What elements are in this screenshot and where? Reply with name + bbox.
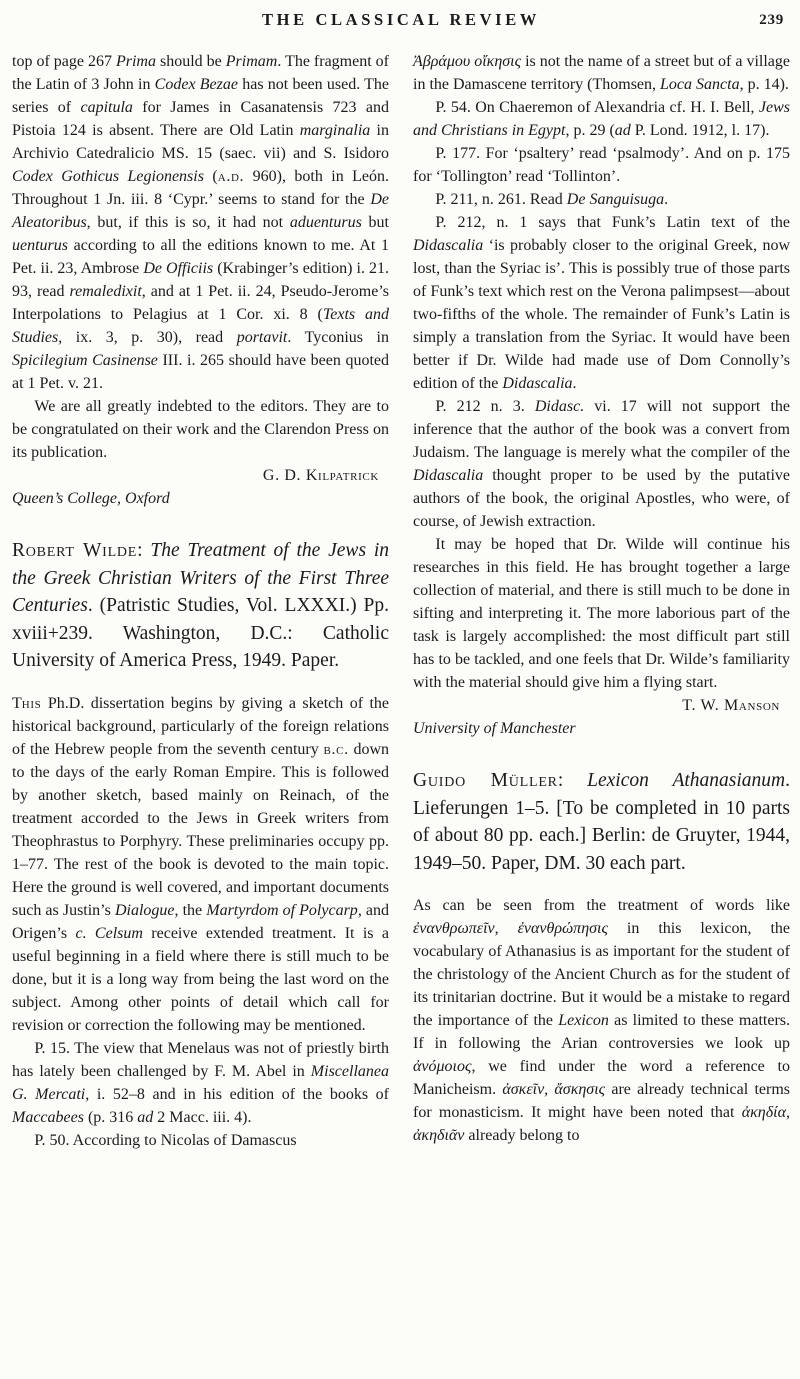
text-run: b.c.: [323, 740, 349, 758]
text-run: ad: [614, 122, 631, 139]
text-run: Dialogue: [114, 901, 175, 919]
text-run: for James in Casanatensis 723 and Pistoia 124 is absent. There are Old Latin: [12, 99, 389, 139]
text-run: T: [12, 694, 22, 712]
text-run: ἀνόμοιος: [413, 1058, 472, 1075]
text-run: marginalia: [299, 122, 371, 139]
reviewer-affiliation: [12, 487, 389, 510]
text-run: (p. 316: [83, 1108, 138, 1126]
text-run: De Aleatoribus: [12, 191, 389, 231]
text-run: down to the days of the early Roman Empire. This is followed by another sketch, based mainly on Reinach, of the treatment accorded to the Jews in Greek writers from Theophrastus to Porphyry. These preliminaries occupy pp. 1–77. The rest of the book is devoted to the main topic. Here the ground is well covered, and important documents such as Justin’s: [12, 740, 389, 919]
text-run: . Lieferungen 1–5. [To be completed in 10 parts of about 80 pp. each.] Berlin: de Gruyter, 1944, 1949–50. Paper, DM. 30 each part.: [413, 770, 790, 874]
text-run: Spicilegium Casinense: [12, 352, 158, 369]
text-run: It may be hoped that Dr. Wilde will continue his researches in this field. He has brought together a large collection of material, and there is still much to be done in sifting and interpreting it. The more laborious part of the task is largely accomplished: the most difficult part still has to be tackled, and one feels that Dr. Wilde’s familiarity with the material should give him a flying start.: [413, 536, 790, 691]
text-run: Ἀβράμου οἴκησις: [413, 53, 522, 70]
text-run: P. 212 n. 3.: [435, 398, 535, 415]
text-run: De Sanguisuga: [566, 191, 665, 208]
text-run: ἀσκεῖν, ἄσκησις: [502, 1081, 606, 1098]
text-run: .: [572, 375, 577, 392]
text-run: but: [361, 214, 389, 231]
reviewer-signature: [12, 464, 389, 487]
text-run: has not been used. The series of: [12, 76, 390, 116]
text-run: capitula: [80, 99, 133, 116]
journal-title: THE CLASSICAL REVIEW: [262, 10, 540, 29]
text-run: Primam: [225, 53, 278, 70]
text-run: , and at 1 Pet. ii. 24, Pseudo-Jerome’s Interpolations to Pelagius at 1 Cor. xi. 8 (: [12, 283, 389, 323]
text-run: 2 Macc. iii. 4).: [153, 1108, 252, 1126]
text-run: As can be seen from the treatment of words like: [413, 897, 790, 914]
paragraph: [413, 894, 790, 1147]
text-run: P. 15. The view that Menelaus was not of priestly birth has lately been challenged by F. M. Abel in: [12, 1039, 389, 1080]
text-run: c. Celsum: [75, 924, 143, 942]
text-run: Didasc.: [534, 398, 585, 415]
text-run: , and Origen’s: [12, 901, 390, 942]
text-run: :: [557, 770, 588, 791]
text-run: The Treatment of the Jews in the Greek Christian Writers of the First Three Centuries: [12, 540, 389, 616]
text-run: P. 211, n. 261. Read: [435, 191, 567, 208]
text-run: , the: [174, 901, 207, 919]
paragraph: [12, 50, 389, 395]
text-run: Codex Gothicus Legionensis: [12, 168, 204, 185]
text-run: , but, if this is so, it had not: [86, 214, 290, 231]
text-run: a.d.: [217, 168, 245, 185]
text-run: is not the name of a street but of a village in the Damascene territory (Thomsen,: [413, 53, 790, 93]
text-run: uenturus: [12, 237, 68, 254]
two-column-body: [12, 50, 790, 1152]
text-run: . Tyconius in: [287, 329, 389, 346]
text-run: :: [137, 540, 151, 561]
text-run: already belong to: [464, 1127, 580, 1144]
text-run: P. 50. According to Nicolas of Damascus: [34, 1131, 297, 1149]
text-run: Prima: [115, 53, 156, 70]
text-run: Didascalia: [502, 375, 573, 392]
text-run: as limited to these matters. If in following the Arian controversies we look up: [413, 1012, 791, 1052]
text-run: ad: [137, 1108, 154, 1126]
paragraph: [413, 533, 790, 694]
text-run: receive extended treatment. It is a useful beginning in a field where there is still much to be done, but it is a long way from being the last word on the subject. Among other points of detail which call for revision or correction the following may be mentioned.: [12, 924, 389, 1034]
paragraph: [413, 211, 790, 395]
text-run: (: [203, 168, 218, 185]
text-run: Didascalia: [413, 467, 484, 484]
text-run: aduenturus: [289, 214, 362, 231]
text-run: Maccabees: [12, 1108, 84, 1126]
text-run: (Krabinger’s edition) i. 21. 93, read: [12, 260, 390, 300]
text-run: P. Lond. 1912, l. 17).: [630, 122, 770, 139]
page-number: 239: [759, 12, 784, 28]
text-run: ἐνανθρωπεῖν, ἐνανθρώπησις: [413, 920, 608, 937]
paragraph: [413, 395, 790, 533]
text-run: Miscellanea G. Mercati: [12, 1062, 389, 1103]
text-run: We are all greatly indebted to the editors. They are to be congratulated on their work and the Clarendon Press on its publication.: [12, 398, 389, 461]
text-run: P. 177. For ‘psaltery’ read ‘psalmody’. And on p. 175 for ‘Tollington’ read ‘Tollinton’.: [413, 145, 790, 185]
paragraph: [12, 395, 389, 464]
text-run: ἀκηδία, ἀκηδιᾶν: [413, 1104, 790, 1144]
text-run: should be: [155, 53, 226, 70]
text-run: his: [21, 694, 42, 712]
reviewer-affiliation: [413, 717, 790, 740]
text-run: are already technical terms for monasticism. It might have been noted that: [413, 1081, 790, 1121]
text-run: , ix. 3, p. 30), read: [58, 329, 237, 346]
left-column: [12, 50, 389, 1152]
text-run: Martyrdom of Polycarp: [206, 901, 358, 919]
text-run: Texts and Studies: [12, 306, 390, 346]
right-column: [413, 50, 790, 1152]
text-run: Loca Sancta: [660, 76, 740, 93]
text-run: T. W. Manson: [682, 697, 780, 714]
text-run: in Archivio Catedralicio MS. 15 (saec. vii) and S. Isidoro: [12, 122, 389, 162]
paragraph: [12, 1037, 389, 1129]
text-run: Ph.D. dissertation begins by giving a sketch of the historical background, particularly of the foreign relations of the Hebrew people from the seventh century: [12, 694, 389, 758]
text-run: 960), both in León. Throughout 1 Jn. iii. 8 ‘Cypr.’ seems to stand for the: [12, 168, 390, 208]
text-run: Lexicon Athanasianum: [587, 770, 786, 791]
text-run: , i. 52–8 and in his edition of the books of: [85, 1085, 390, 1103]
paragraph: [413, 142, 790, 188]
text-run: . The fragment of the Latin of 3 John in: [12, 53, 389, 93]
text-run: . (Patristic Studies, Vol. LXXXI.) Pp. xviii+239. Washington, D.C.: Catholic University of America Press, 1949. Paper.: [12, 595, 389, 671]
text-run: portavit: [236, 329, 288, 346]
text-run: De Officiis: [143, 260, 214, 277]
text-run: III. i. 265 should have been quoted at 1 Pet. v. 21.: [12, 352, 389, 392]
text-run: top of page 267: [12, 53, 116, 70]
text-run: in this lexicon, the vocabulary of Athanasius is as important for the student of the christology of the Ancient Church as for the student of its trinitarian doctrine. But it would be a mistake to regard the importance of the: [413, 920, 791, 1029]
text-run: according to all the editions known to me. At 1 Pet. ii. 23, Ambrose: [12, 237, 389, 277]
review-heading: [413, 767, 790, 877]
paragraph: [12, 1129, 389, 1152]
text-run: Lexicon: [558, 1012, 609, 1029]
text-run: Codex Bezae: [154, 76, 238, 93]
text-run: .: [664, 191, 669, 208]
paragraph: [413, 188, 790, 211]
paragraph: [413, 96, 790, 142]
paragraph: [413, 50, 790, 96]
text-run: Robert Wilde: [12, 540, 138, 561]
text-run: , p. 14).: [739, 76, 789, 93]
text-run: vi. 17 will not support the inference that the author of the book was a convert from Judaism. The language is merely what the compiler of the: [413, 398, 791, 461]
text-run: Jews and Christians in Egypt: [413, 99, 790, 139]
reviewer-signature: [413, 694, 790, 717]
paragraph: [12, 692, 389, 1037]
review-heading: [12, 537, 389, 675]
text-run: P. 54. On Chaeremon of Alexandria cf. H. I. Bell,: [435, 99, 759, 116]
text-run: , we find under the word a reference to Manicheism.: [413, 1058, 790, 1098]
text-run: ‘is probably closer to the original Greek, now lost, than the Syriac is’. This is possibly true of those parts of Funk’s text which rest on the Verona palimpsest—about two-fifths of the whole. The remainder of Funk’s Latin is simply a translation from the Syriac. It would have been better if Dr. Wilde had made use of Dom Connolly’s edition of the: [413, 237, 790, 392]
text-run: , p. 29 (: [565, 122, 615, 139]
text-run: Queen’s College, Oxford: [12, 490, 170, 507]
text-run: remaledixit: [69, 283, 142, 300]
text-run: thought proper to be used by the putative authors of the book, the original Apostles, who were, of course, of Jewish extraction.: [413, 467, 790, 530]
text-run: Didascalia: [413, 237, 484, 254]
page-header: [12, 10, 790, 36]
text-run: P. 212, n. 1 says that Funk’s Latin text of the: [435, 214, 790, 231]
text-run: University of Manchester: [413, 720, 576, 737]
text-run: Guido Müller: [413, 770, 558, 791]
text-run: G. D. Kilpatrick: [262, 467, 379, 484]
